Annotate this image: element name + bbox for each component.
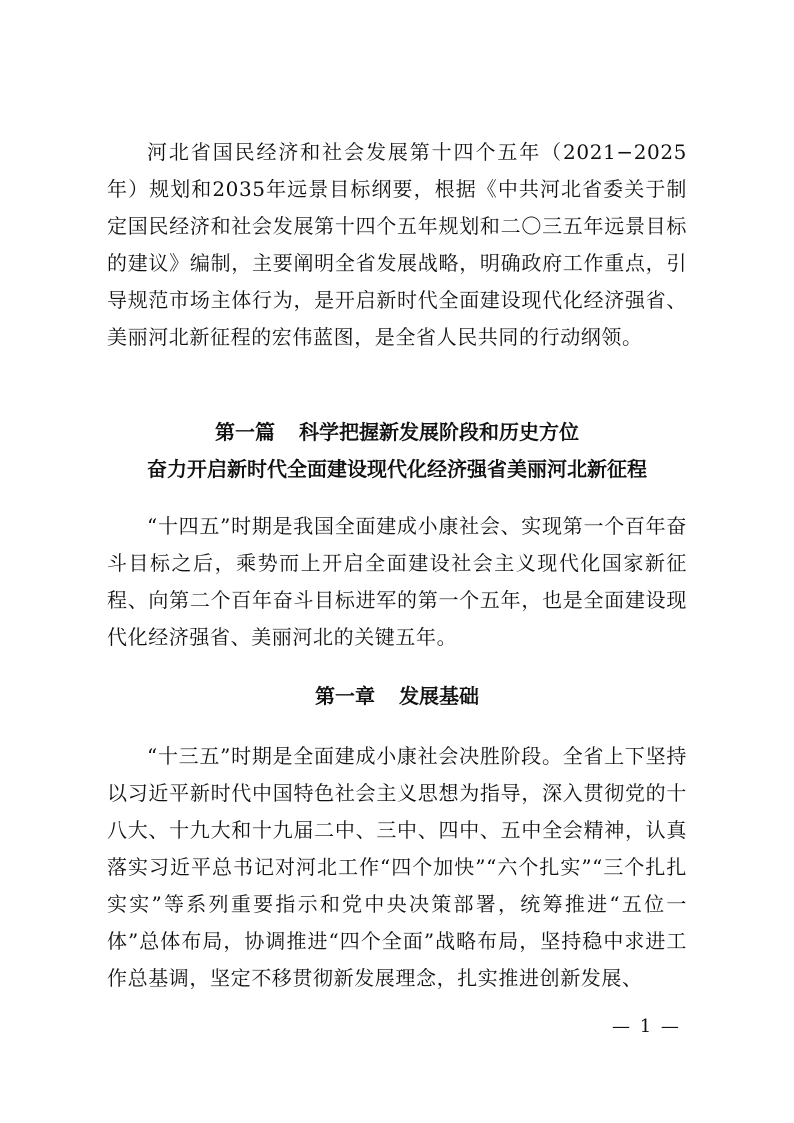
chapter-heading — [0, 678, 794, 715]
part-intro-paragraph: “十四五”时期是我国全面建成小康社会、实现第一个百年奋斗目标之后，乘势而上开启全面建设社会主义现代化国家新征程、向第二个百年奋斗目标进军的第一个五年，也是全面建设现代化经济强省、美丽河北的关键五年。 — [107, 514, 687, 649]
part-heading — [0, 414, 794, 451]
chapter-paragraph: “十三五”时期是全面建成小康社会决胜阶段。全省上下坚持以习近平新时代中国特色社会主义思想为指导，深入贯彻党的十八大、十九大和十九届二中、三中、四中、五中全会精神，认真落实习近平总书记对河北工作“四个加快”“六个扎实”“三个扎扎实实”等系列重要指示和党中央决策部署，统筹推进“五位一体”总体布局，协调推进“四个全面”战略布局，坚持稳中求进工作总基调，坚定不移贯彻新发展理念，扎实推进创新发展、 — [107, 744, 687, 990]
part-number: 第一篇 — [215, 420, 275, 444]
intro-paragraph: 河北省国民经济和社会发展第十四个五年（2021−2025年）规划和2035年远景目标纲要，根据《中共河北省委关于制定国民经济和社会发展第十四个五年规划和二〇三五年远景目标的建议》编制，主要阐明全省发展战略，明确政府工作重点，引导规范市场主体行为，是开启新时代全面建设现代化经济强省、美丽河北新征程的宏伟蓝图，是全省人民共同的行动纲领。 — [107, 140, 687, 349]
part-subtitle: 奋力开启新时代全面建设现代化经济强省美丽河北新征程 — [147, 457, 647, 481]
chapter-number: 第一章 — [315, 684, 375, 708]
part-title: 科学把握新发展阶段和历史方位 — [299, 420, 579, 444]
chapter-title: 发展基础 — [399, 684, 479, 708]
page-number: — 1 — — [612, 1016, 681, 1037]
